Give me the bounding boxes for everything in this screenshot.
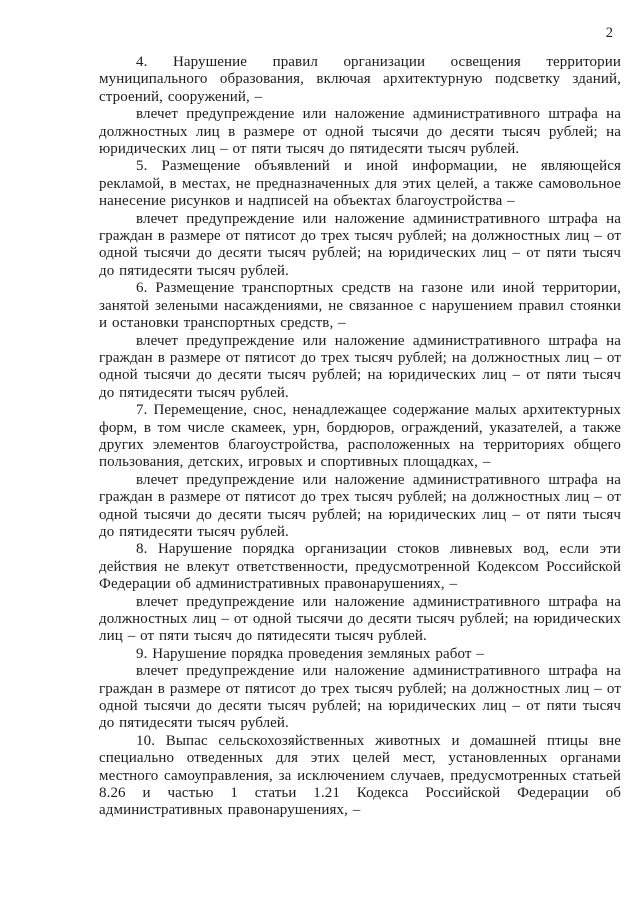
page-number: 2 — [605, 25, 613, 41]
paragraph: 5. Размещение объявлений и иной информации, не являющейся рекламой, в местах, не предназначенных для этих целей, а также самовольное нанесение рисунков и надписей на объектах благоустройства – — [99, 158, 621, 210]
paragraph: влечет предупреждение или наложение административного штрафа на граждан в размере от пятисот до трех тысяч рублей; на должностных лиц – от одной тысячи до десяти тысяч рублей; на юридических лиц – от пяти тысяч до пятидесяти тысяч рублей. — [99, 663, 621, 732]
paragraph: 10. Выпас сельскохозяйственных животных и домашней птицы вне специально отведенных для этих целей мест, установленных органами местного самоуправления, за исключением случаев, предусмотренных статьей 8.26 и частью 1 статьи 1.21 Кодекса Российской Федерации об административных правонарушениях, – — [99, 732, 621, 819]
document-body — [99, 54, 621, 820]
paragraph: 6. Размещение транспортных средств на газоне или иной территории, занятой зелеными насаждениями, не связанное с нарушением правил стоянки и остановки транспортных средств, – — [99, 280, 621, 332]
paragraph: влечет предупреждение или наложение административного штрафа на граждан в размере от пятисот до трех тысяч рублей; на должностных лиц – от одной тысячи до десяти тысяч рублей; на юридических лиц – от пяти тысяч до пятидесяти тысяч рублей. — [99, 332, 621, 401]
paragraph: 4. Нарушение правил организации освещения территории муниципального образования, включая архитектурную подсветку зданий, строений, сооружений, – — [99, 54, 621, 105]
paragraph: 8. Нарушение порядка организации стоков ливневых вод, если эти действия не влекут ответственности, предусмотренной Кодексом Российской Федерации об административных правонарушениях, – — [99, 541, 621, 593]
paragraph: 9. Нарушение порядка проведения земляных работ – — [136, 645, 484, 662]
paragraph: влечет предупреждение или наложение административного штрафа на граждан в размере от пятисот до трех тысяч рублей; на должностных лиц – от одной тысячи до десяти тысяч рублей; на юридических лиц – от пяти тысяч до пятидесяти тысяч рублей. — [99, 471, 621, 540]
paragraph: влечет предупреждение или наложение административного штрафа на должностных лиц – от одной тысячи до десяти тысяч рублей; на юридических лиц – от пяти тысяч до пятидесяти тысяч рублей. — [99, 593, 621, 645]
paragraph: 7. Перемещение, снос, ненадлежащее содержание малых архитектурных форм, в том числе скамеек, урн, бордюров, ограждений, указателей, а также других элементов благоустройства, расположенных на территориях общего пользования, детских, игровых и спортивных площадках, – — [99, 402, 621, 471]
paragraph: влечет предупреждение или наложение административного штрафа на должностных лиц в размере от одной тысячи до десяти тысяч рублей; на юридических лиц – от пяти тысяч до пятидесяти тысяч рублей. — [99, 106, 621, 158]
paragraph: влечет предупреждение или наложение административного штрафа на граждан в размере от пятисот до трех тысяч рублей; на должностных лиц – от одной тысячи до десяти тысяч рублей; на юридических лиц – от пяти тысяч до пятидесяти тысяч рублей. — [99, 210, 621, 279]
